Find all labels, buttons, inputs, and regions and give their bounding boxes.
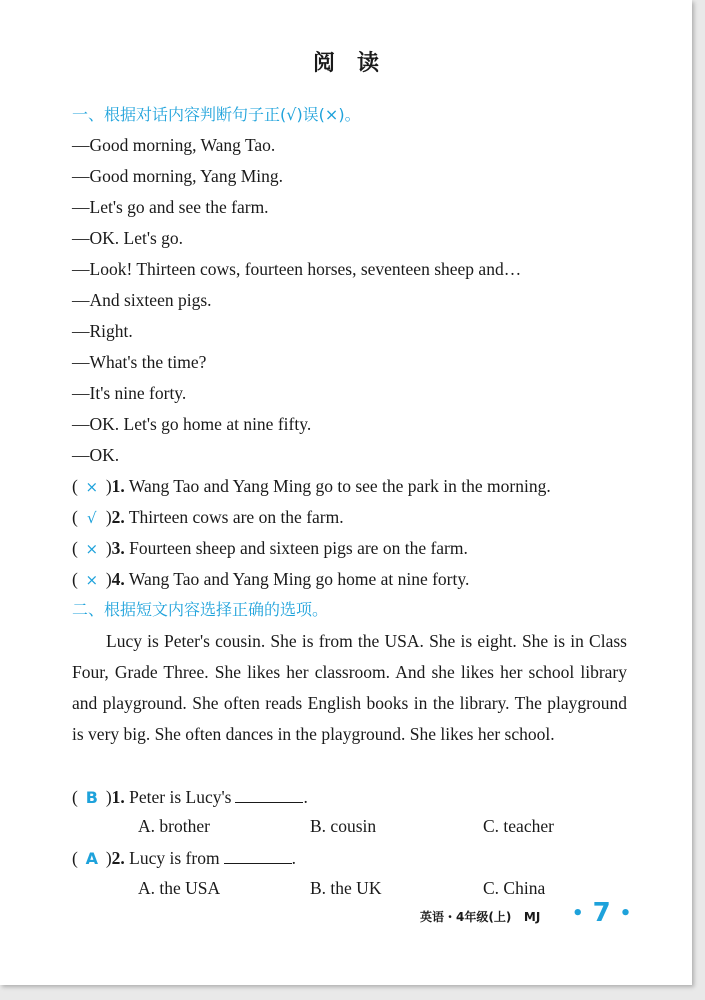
dialogue-line: —Good morning, Yang Ming. <box>72 166 283 186</box>
dialogue-line: —And sixteen pigs. <box>72 290 212 310</box>
answer-blank <box>235 788 303 803</box>
judge-question: ( × )3. Fourteen sheep and sixteen pigs are on the farm. <box>72 538 468 558</box>
page-number: • 7 • <box>572 898 632 928</box>
dialogue-line: —What's the time? <box>72 352 207 372</box>
section1-heading: 一、根据对话内容判断句子正(√)误(×)。 <box>72 105 361 124</box>
option: C. teacher <box>483 816 554 836</box>
option: B. cousin <box>310 816 377 836</box>
section2-heading: 二、根据短文内容选择正确的选项。 <box>72 600 329 619</box>
answer-letter: B <box>85 788 98 807</box>
reading-passage: Lucy is Peter's cousin. She is from the USA. She is eight. She is in Class Four, Grade Three. She likes her classroom. And she likes her school library and playground. She often reads English books in the library. The playground is very big. She often dances in the playground. She likes her school. <box>72 631 627 744</box>
answer-mark: × <box>85 571 99 589</box>
dialogue-line: —OK. Let's go. <box>72 228 184 248</box>
dialogue-line: —Let's go and see the farm. <box>72 197 269 217</box>
option: C. China <box>483 878 546 898</box>
dialogue-line: —Look! Thirteen cows, fourteen horses, seventeen sheep and… <box>72 259 522 279</box>
judge-question: ( × )4. Wang Tao and Yang Ming go home at nine forty. <box>72 569 470 589</box>
judge-question: ( × )1. Wang Tao and Yang Ming go to see the park in the morning. <box>72 476 551 496</box>
judge-question: ( √ )2. Thirteen cows are on the farm. <box>72 507 344 527</box>
dialogue-line: —Good morning, Wang Tao. <box>72 135 276 155</box>
option: B. the UK <box>310 878 382 898</box>
choice-question: ( B )1. Peter is Lucy's . <box>72 787 308 807</box>
answer-mark: × <box>85 478 99 496</box>
option: A. the USA <box>138 878 221 898</box>
answer-mark: √ <box>87 509 97 527</box>
answer-blank <box>224 849 292 864</box>
dialogue-line: —OK. <box>72 445 120 465</box>
dialogue-line: —It's nine forty. <box>72 383 187 403</box>
choice-question: ( A )2. Lucy is from . <box>72 848 296 868</box>
page-title: 阅读 <box>312 51 401 76</box>
answer-letter: A <box>85 849 99 868</box>
option: A. brother <box>138 816 210 836</box>
dialogue-line: —Right. <box>72 321 133 341</box>
answer-mark: × <box>85 540 99 558</box>
footer-label: 英语・4年级(上) MJ <box>420 910 541 924</box>
dialogue-line: —OK. Let's go home at nine fifty. <box>72 414 312 434</box>
